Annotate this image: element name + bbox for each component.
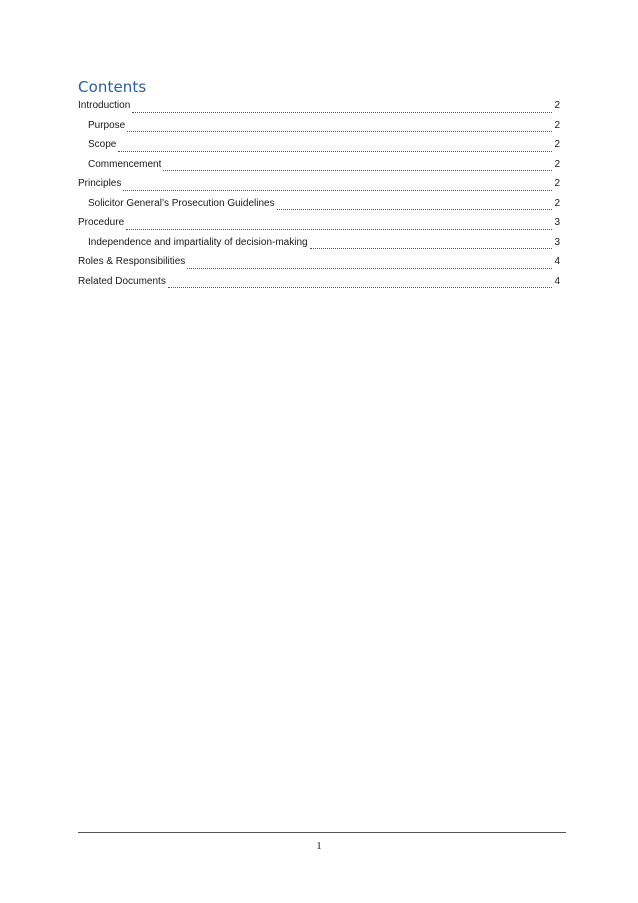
toc-entry-page: 2 [554, 139, 560, 150]
toc-entry-label: Commencement [88, 158, 162, 170]
toc-entry-page: 3 [554, 217, 560, 228]
dot-leader [126, 229, 552, 230]
toc-entry-commencement[interactable] [78, 159, 560, 179]
toc-entry-procedure[interactable] [78, 217, 560, 237]
toc-entry-page: 2 [554, 100, 560, 111]
toc-entry-page: 4 [554, 275, 560, 287]
toc-title: Contents [78, 78, 147, 96]
toc-entry-label: Related Documents [78, 275, 166, 287]
toc-entry-introduction[interactable] [78, 100, 560, 120]
toc-entry-page: 2 [554, 197, 560, 209]
toc-entry-label: Purpose [88, 119, 126, 131]
dot-leader [118, 151, 552, 152]
toc-entry-page: 4 [554, 256, 560, 267]
toc-entry-independence[interactable] [78, 237, 560, 257]
toc-entry-label: Scope [88, 139, 117, 150]
dot-leader [277, 209, 553, 210]
toc-entry-label: Principles [78, 178, 122, 189]
toc-entry-page: 2 [554, 119, 560, 131]
dot-leader [123, 190, 552, 191]
toc-entry-roles-responsibilities[interactable] [78, 256, 560, 276]
toc-entry-page: 2 [554, 158, 560, 170]
toc-entry-label: Introduction [78, 100, 131, 111]
dot-leader [132, 112, 552, 113]
toc-entry-prosecution-guidelines[interactable] [78, 198, 560, 218]
toc-entry-purpose[interactable] [78, 120, 560, 140]
toc-entry-label: Solicitor General’s Prosecution Guidelines [88, 197, 275, 209]
toc-entry-label: Roles & Responsibilities [78, 256, 186, 267]
page-number: 1 [316, 840, 322, 852]
toc-entry-scope[interactable] [78, 139, 560, 159]
dot-leader [310, 248, 553, 249]
dot-leader [163, 170, 552, 171]
toc-entry-related-documents[interactable] [78, 276, 560, 296]
footer-divider [78, 832, 566, 833]
toc-entry-label: Procedure [78, 217, 125, 228]
dot-leader [127, 131, 552, 132]
dot-leader [168, 287, 553, 288]
toc-entry-principles[interactable] [78, 178, 560, 198]
toc-entry-label: Independence and impartiality of decision-making [88, 236, 308, 248]
toc-entry-page: 2 [554, 178, 560, 189]
dot-leader [187, 268, 552, 269]
toc-entry-page: 3 [554, 236, 560, 248]
table-of-contents [78, 100, 560, 295]
